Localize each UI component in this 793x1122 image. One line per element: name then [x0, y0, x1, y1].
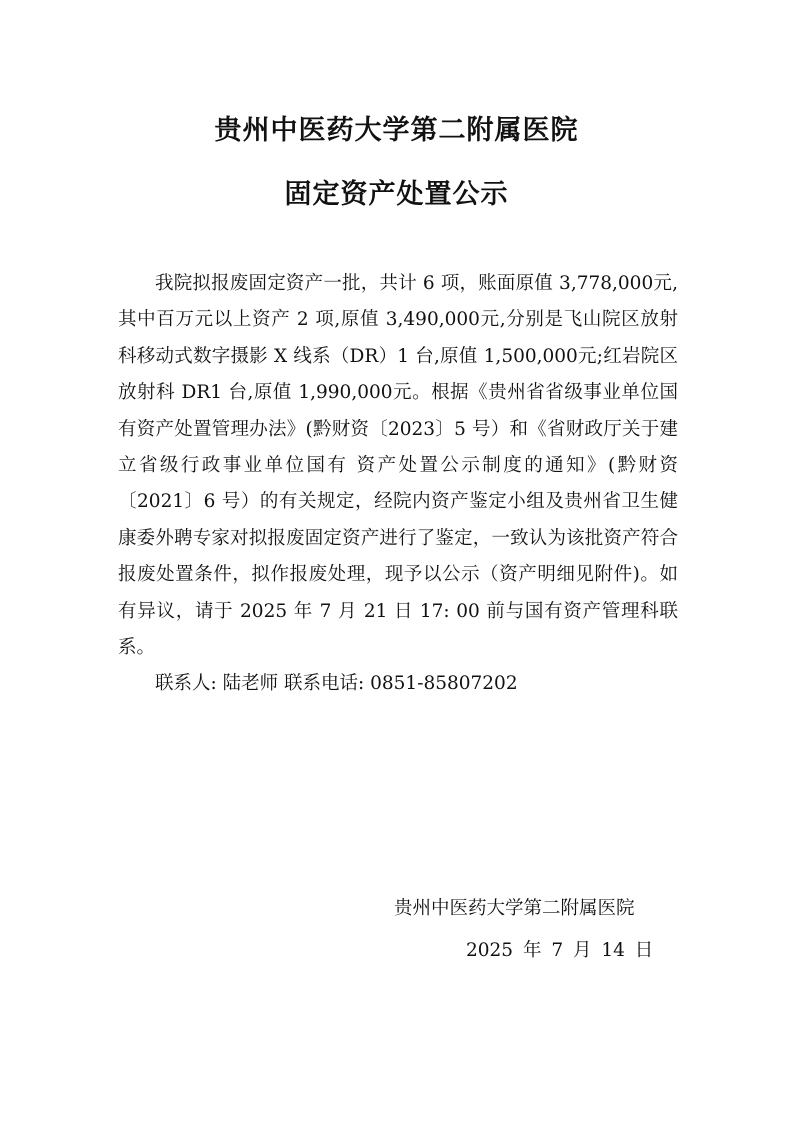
signature-date: 2025 年 7 月 14 日 [466, 940, 654, 961]
body-paragraph: 我院拟报废固定资产一批，共计 6 项，账面原值 3,778,000元,其中百万元以上资产 2 项,原值 3,490,000元,分别是飞山院区放射科移动式数字摄影 X 线系（DR）1 台,原值 1,500,000元;红岩院区放射科 DR1 台,原值 1,990,000元。根据《贵州省省级事业单位国有资产处置管理办法》(黔财资〔2023〕5 号）和《省财政厅关于建立省级行政事业单位国有 资产处置公示制度的通知》(黔财资〔2021〕6 号）的有关规定，经院内资产鉴定小组及贵州省卫生健康委外聘专家对拟报废固定资产进行了鉴定，一致认为该批资产符合报废处置条件，拟作报废处理，现予以公示（资产明细见附件)。如有异议，请于 2025 年 7 月 21 日 17: 00 前与国有资产管理科联系。 [118, 273, 678, 659]
document-title-hospital: 贵州中医药大学第二附属医院 [214, 115, 579, 146]
contact-line: 联系人: 陆老师 联系电话: 0851-85807202 [155, 673, 518, 695]
document-body [118, 266, 678, 703]
signature-organization: 贵州中医药大学第二附属医院 [394, 898, 635, 919]
document-title-notice: 固定资产处置公示 [284, 179, 509, 210]
